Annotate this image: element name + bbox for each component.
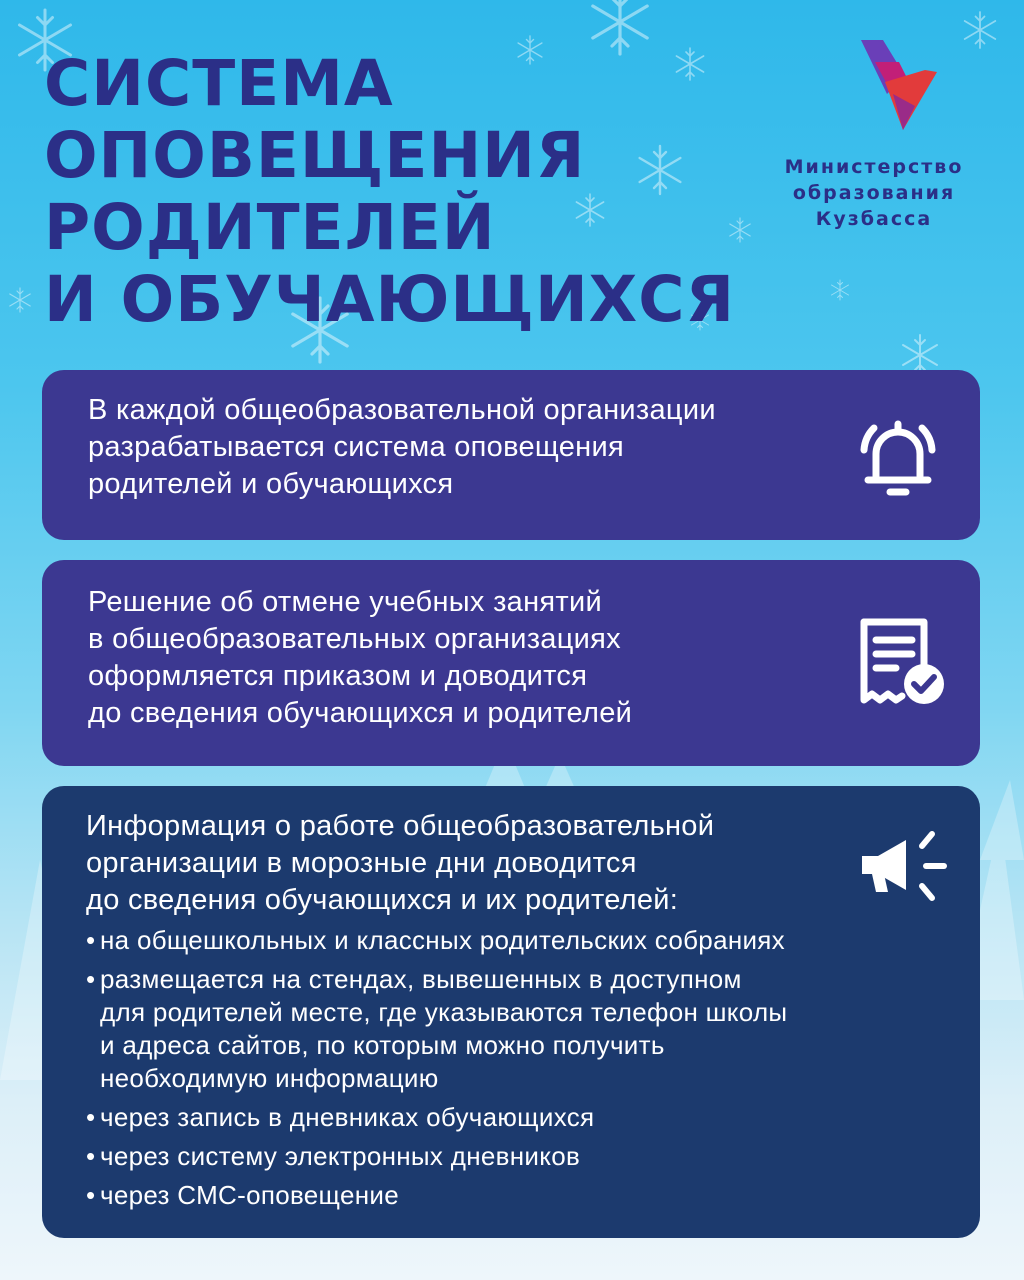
card-text — [88, 392, 716, 503]
ministry-line: Министерство — [784, 156, 964, 178]
ministry-name — [760, 154, 988, 232]
title-line: ОПОВЕЩЕНИЯ — [44, 119, 586, 192]
list-item — [86, 1179, 787, 1212]
title-line: И ОБУЧАЮЩИХСЯ — [44, 263, 735, 336]
list-item-line: • через запись в дневниках обучающихся — [100, 1102, 595, 1132]
list-item — [86, 924, 787, 957]
card-line: Информация о работе общеобразовательной — [86, 810, 715, 842]
card-text — [86, 808, 714, 919]
card-line: разрабатывается система оповещения — [88, 431, 624, 463]
megaphone-icon — [854, 826, 954, 906]
list-item-line: для родителей месте, где указываются телефон школы — [100, 997, 788, 1027]
list-item — [86, 963, 787, 1095]
ministry-line: образования — [792, 182, 956, 204]
document-check-icon — [850, 612, 950, 712]
ministry-logo — [760, 36, 988, 232]
card-line: В каждой общеобразовательной организации — [88, 394, 716, 426]
ministry-logo-icon — [809, 36, 939, 136]
ministry-line: Кузбасса — [815, 208, 933, 230]
list-item-line: • на общешкольных и классных родительских собраниях — [100, 925, 785, 955]
title-line: СИСТЕМА — [44, 47, 394, 120]
card-line: в общеобразовательных организациях — [88, 623, 621, 655]
info-card-frost-days — [42, 786, 980, 1238]
title-line: РОДИТЕЛЕЙ — [44, 191, 496, 264]
card-line: организации в морозные дни доводится — [86, 847, 637, 879]
info-card-notification — [42, 370, 980, 540]
card-line: родителей и обучающихся — [88, 468, 454, 500]
bullet-list — [86, 924, 787, 1218]
card-line: до сведения обучающихся и их родителей: — [86, 884, 679, 916]
card-line: оформляется приказом и доводится — [88, 660, 588, 692]
bell-icon — [850, 410, 946, 506]
list-item-line: • через систему электронных дневников — [100, 1141, 581, 1171]
page-title — [44, 48, 735, 336]
list-item-line: необходимую информацию — [100, 1063, 439, 1093]
list-item-line: • через СМС-оповещение — [100, 1180, 399, 1210]
info-card-order — [42, 560, 980, 766]
card-line: до сведения обучающихся и родителей — [88, 697, 633, 729]
card-text — [88, 584, 632, 732]
list-item-line: • размещается на стендах, вывешенных в доступном — [100, 964, 742, 994]
list-item-line: и адреса сайтов, по которым можно получить — [100, 1030, 665, 1060]
card-line: Решение об отмене учебных занятий — [88, 586, 602, 618]
list-item — [86, 1101, 787, 1134]
list-item — [86, 1140, 787, 1173]
